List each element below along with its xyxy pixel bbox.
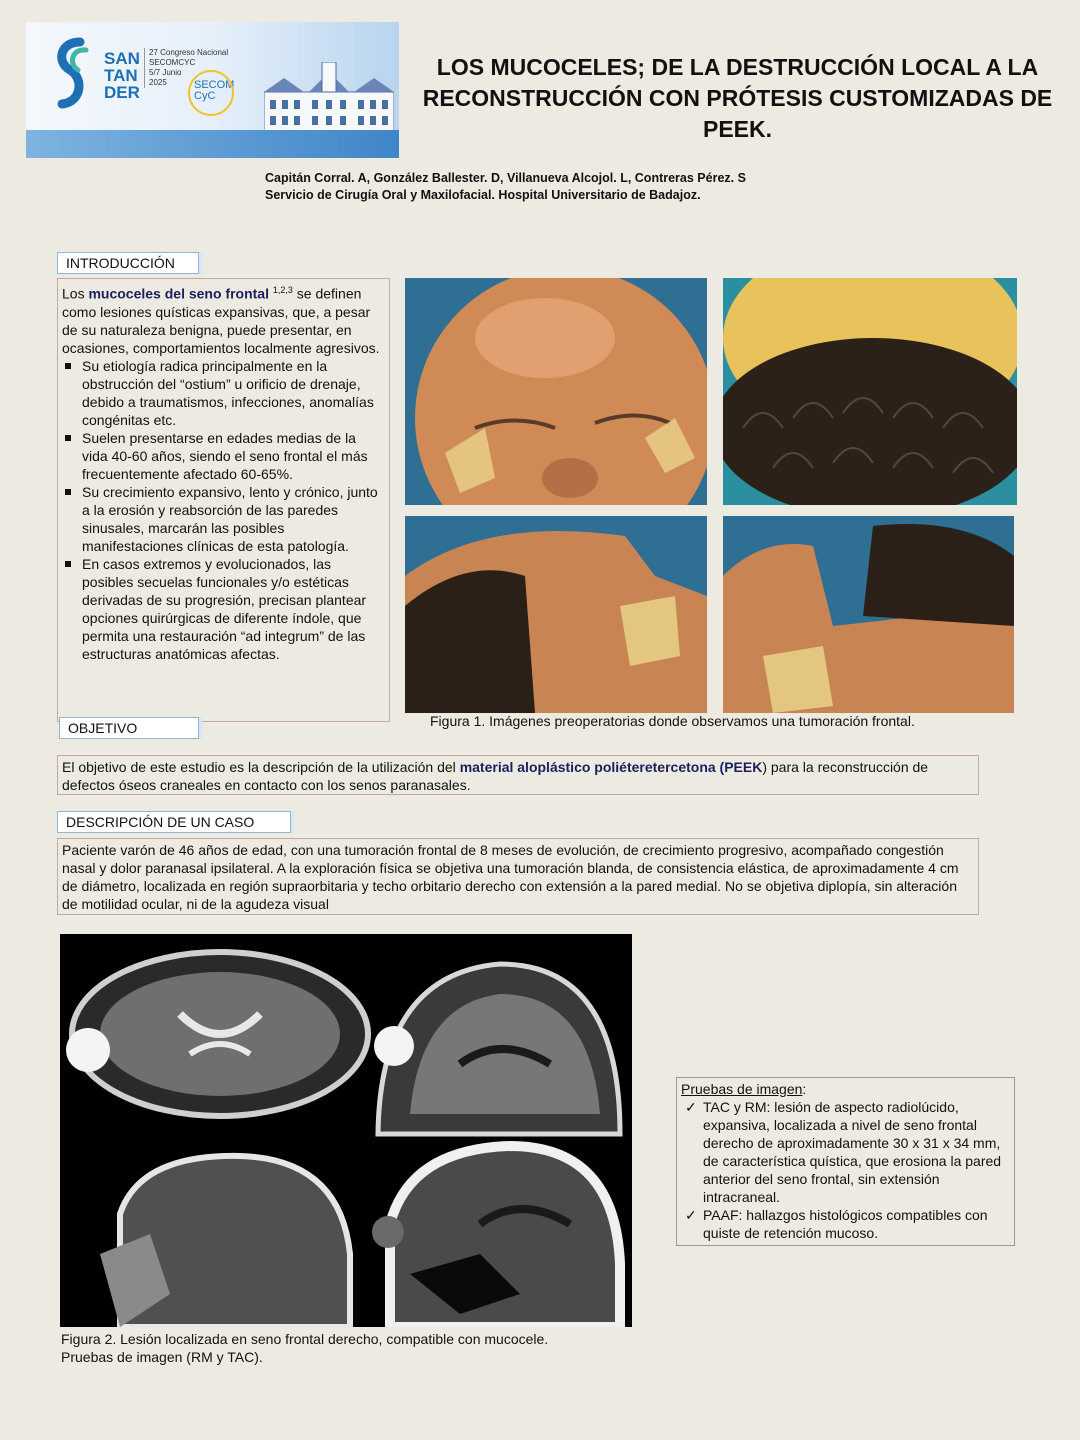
congress-banner xyxy=(26,22,399,158)
preop-photo-vertex xyxy=(723,278,1017,505)
list-item: Suelen presentarse en edades medias de la vida 40-60 años, siendo el seno frontal el más frecuentemente afectado 60-65%. xyxy=(62,429,385,483)
congress-logo-icon xyxy=(50,36,94,110)
banner-city: SAN TAN DER xyxy=(104,49,140,102)
imaging-panel xyxy=(60,934,632,1327)
introduccion-lead: Los mucoceles del seno frontal $^{1,2,3}$ se definen como lesiones quísticas expansivas, que, a pesar de su naturaleza benigna, puede presentar, en ocasiones, comportamientos localmente agresivos. xyxy=(62,285,380,356)
banner-congress-info: 27 Congreso Nacional SECOMCYC 5/7 Junio 2025 xyxy=(144,48,228,88)
axial-mri-image xyxy=(66,952,368,1116)
society-ring-icon xyxy=(188,70,234,116)
preop-photo-frontal xyxy=(405,278,707,505)
list-item: Su etiología radica principalmente en la obstrucción del “ostium” u orificio de drenaje, debido a traumatismos, infecciones, anomalías congénitas etc. xyxy=(62,357,385,429)
figure2-caption: Figura 2. Lesión localizada en seno frontal derecho, compatible con mucocele. Pruebas de imagen (RM y TAC). xyxy=(61,1331,549,1365)
check-icon: ✓ xyxy=(685,1099,697,1115)
list-item: ✓ TAC y RM: lesión de aspecto radiolúcido, expansiva, localizada a nivel de seno frontal derecho de aproximadamente 30 x 31 x 34 mm, de característica quística, que erosiona la pared anterior del seno frontal, sin extensión intracraneal. xyxy=(685,1099,1002,1205)
banner-sea xyxy=(26,130,399,158)
preop-photo-right-profile xyxy=(723,516,1014,713)
list-item: ✓ PAAF: hallazgos histológicos compatibles con quiste de retención mucoso. xyxy=(685,1207,988,1241)
poster-title: LOS MUCOCELES; DE LA DESTRUCCIÓN LOCAL A LA RECONSTRUCCIÓN CON PRÓTESIS CUSTOMIZADAS DE PEEK. xyxy=(422,54,1053,142)
palace-illustration-icon xyxy=(264,62,394,134)
authors-block xyxy=(265,170,746,204)
caso-heading: DESCRIPCIÓN DE UN CASO xyxy=(57,811,291,833)
objetivo-heading: OBJETIVO xyxy=(59,717,199,739)
check-icon: ✓ xyxy=(685,1207,697,1223)
introduccion-box xyxy=(57,278,390,722)
preop-photo-left-profile xyxy=(405,516,707,713)
introduccion-list xyxy=(62,357,385,663)
pruebas-box xyxy=(676,1077,1015,1246)
society-logo: SECOM CyC xyxy=(194,80,234,102)
figure1-caption: Figura 1. Imágenes preoperatorias donde observamos una tumoración frontal. xyxy=(430,713,915,729)
author-affiliation: Servicio de Cirugía Oral y Maxilofacial. Hospital Universitario de Badajoz. xyxy=(265,188,701,202)
pruebas-list xyxy=(681,1098,1010,1242)
list-item: En casos extremos y evolucionados, las posibles secuelas funcionales y/o estéticas derivadas de su progresión, precisan plantear opciones quirúrgicas de diferente índole, que permita una restauración “ad integrum” de las estructuras anatómicas afectas. xyxy=(62,555,385,663)
objetivo-box: El objetivo de este estudio es la descripción de la utilización del material aloplástico poliéteretercetona (PEEK) para la reconstrucción de defectos óseos craneales en contacto con los senos paranasales. xyxy=(57,755,979,795)
author-names: Capitán Corral. A, González Ballester. D, Villanueva Alcojol. L, Contreras Pérez. S xyxy=(265,171,746,185)
list-item: Su crecimiento expansivo, lento y crónico, junto a la erosión y reabsorción de las paredes sinusales, marcarán las posibles manifestaciones clínicas de esta patología. xyxy=(62,483,385,555)
introduccion-heading: INTRODUCCIÓN xyxy=(57,252,199,274)
pruebas-title: Pruebas de imagen: xyxy=(681,1081,807,1097)
caso-box: Paciente varón de 46 años de edad, con una tumoración frontal de 8 meses de evolución, de crecimiento progresivo, acompañado congestión nasal y dolor paranasal ipsilateral. A la exploración física se objetiva una tumoración blanda, de consistencia elástica, de aproximadamente 4 cm de diámetro, localizada en región supraorbitaria y techo orbitario derecho con extensión a la pared medial. No se objetiva diplopía, sin alteración de motilidad ocular, ni de la agudeza visual xyxy=(57,838,979,915)
sagittal-ct-bone-image xyxy=(100,1156,350,1327)
